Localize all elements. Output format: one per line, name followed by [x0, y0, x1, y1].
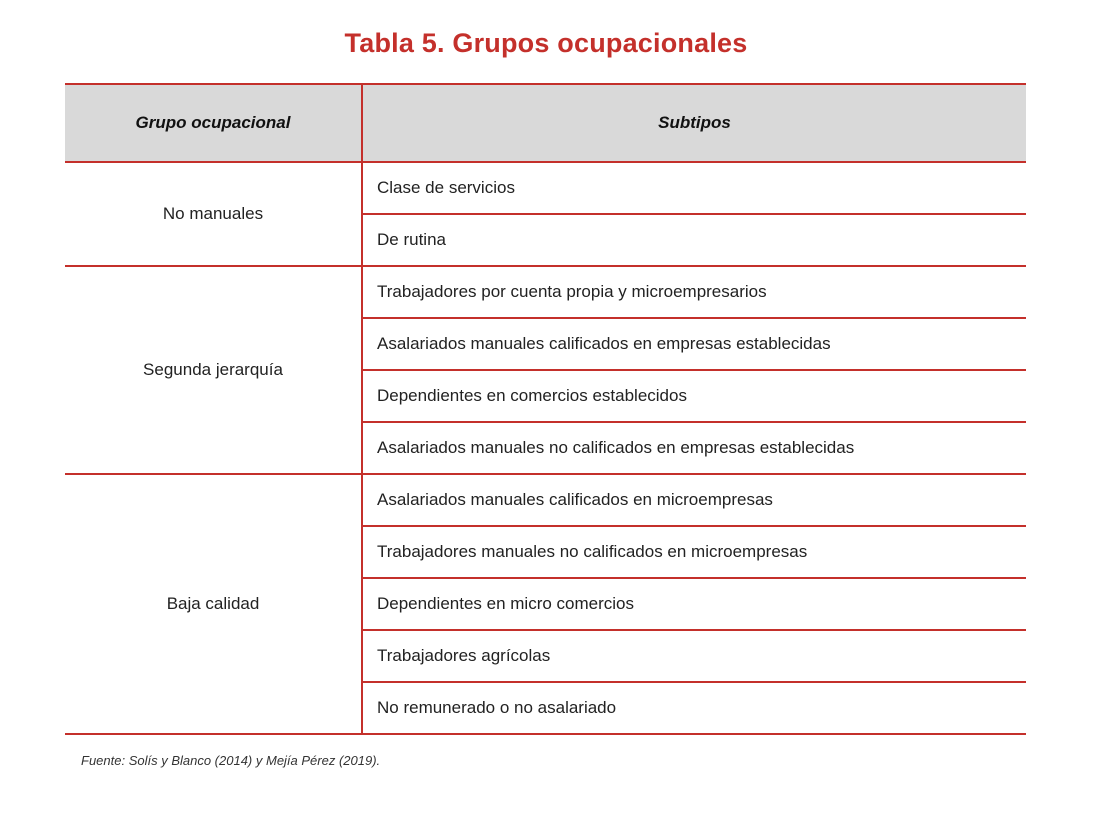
header-row	[65, 84, 1026, 162]
subtype-cell: Clase de servicios	[362, 162, 1026, 214]
table-row	[65, 474, 1026, 526]
occupational-groups-table	[65, 83, 1026, 735]
header-group: Grupo ocupacional	[65, 84, 362, 162]
subtype-cell: Trabajadores por cuenta propia y microempresarios	[362, 266, 1026, 318]
subtype-cell: Asalariados manuales no calificados en empresas establecidas	[362, 422, 1026, 474]
group-cell: Segunda jerarquía	[65, 266, 362, 474]
subtype-cell: Dependientes en micro comercios	[362, 578, 1026, 630]
table-title: Tabla 5. Grupos ocupacionales	[344, 28, 748, 58]
subtype-cell: Asalariados manuales calificados en empresas establecidas	[362, 318, 1026, 370]
group-cell: Baja calidad	[65, 474, 362, 734]
table-row	[65, 266, 1026, 318]
subtype-cell: Dependientes en comercios establecidos	[362, 370, 1026, 422]
subtype-cell: Trabajadores manuales no calificados en microempresas	[362, 526, 1026, 578]
subtype-cell: Asalariados manuales calificados en microempresas	[362, 474, 1026, 526]
group-cell: No manuales	[65, 162, 362, 266]
subtype-cell: De rutina	[362, 214, 1026, 266]
source-note: Fuente: Solís y Blanco (2014) y Mejía Pérez (2019).	[81, 753, 381, 768]
subtype-cell: Trabajadores agrícolas	[362, 630, 1026, 682]
subtype-cell: No remunerado o no asalariado	[362, 682, 1026, 734]
header-subtypes: Subtipos	[362, 84, 1026, 162]
table-row	[65, 162, 1026, 214]
